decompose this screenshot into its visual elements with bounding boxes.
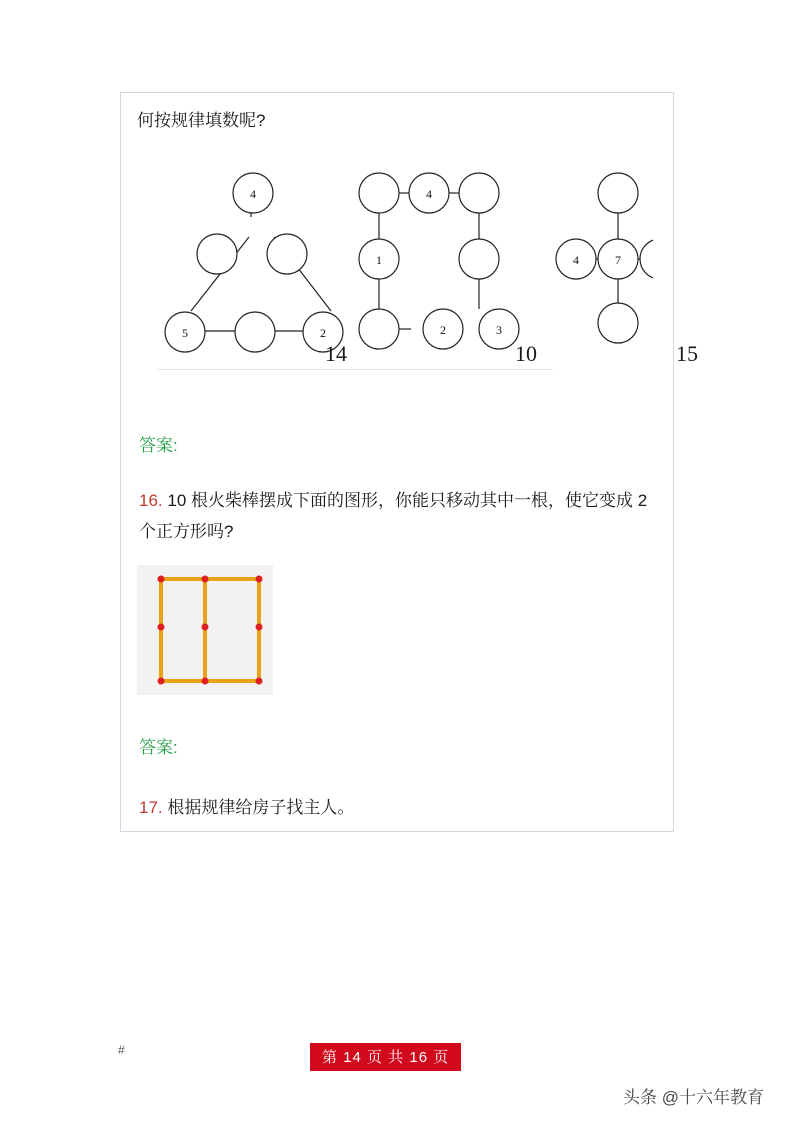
watermark: 头条 @十六年教育 — [623, 1088, 764, 1107]
answer-label-2: 答案: — [139, 738, 178, 757]
figure2-sum: 10 — [515, 341, 537, 366]
answer-label-1: 答案: — [139, 436, 178, 455]
sum-row — [141, 341, 698, 375]
question-17-number: 17. — [139, 798, 163, 817]
fig1-bottom-left-label: 5 — [182, 326, 188, 340]
matchstick-figure — [137, 565, 273, 695]
fig3-left-label: 4 — [573, 253, 579, 267]
page-number-tag: 第 14 页 共 16 页 — [310, 1043, 461, 1071]
figures-group — [141, 141, 653, 431]
question-16-text: 10 根火柴棒摆成下面的图形，你能只移动其中一根，使它变成 2 个正方形吗? — [139, 491, 648, 542]
question-16-number: 16. — [139, 491, 163, 510]
fig1-bottom-right-label: 2 — [320, 326, 326, 340]
fig2-top-label: 4 — [426, 187, 432, 201]
figure1-sum: 14 — [325, 341, 347, 366]
fig2-bottom-left-label: 2 — [440, 323, 446, 337]
question-16 — [139, 485, 655, 548]
question-17-text: 根据规律给房子找主人。 — [167, 798, 355, 817]
content-panel — [120, 92, 698, 832]
fig2-bottom-right-label: 3 — [496, 323, 502, 337]
fig3-center-label: 7 — [615, 253, 621, 267]
lead-question: 何按规律填数呢? — [137, 111, 266, 130]
fig1-top-label: 4 — [250, 187, 256, 201]
fig2-left-label: 1 — [376, 253, 382, 267]
figure3-sum: 15 — [676, 341, 698, 366]
question-17 — [139, 793, 354, 818]
footer-hash: # — [118, 1043, 125, 1057]
